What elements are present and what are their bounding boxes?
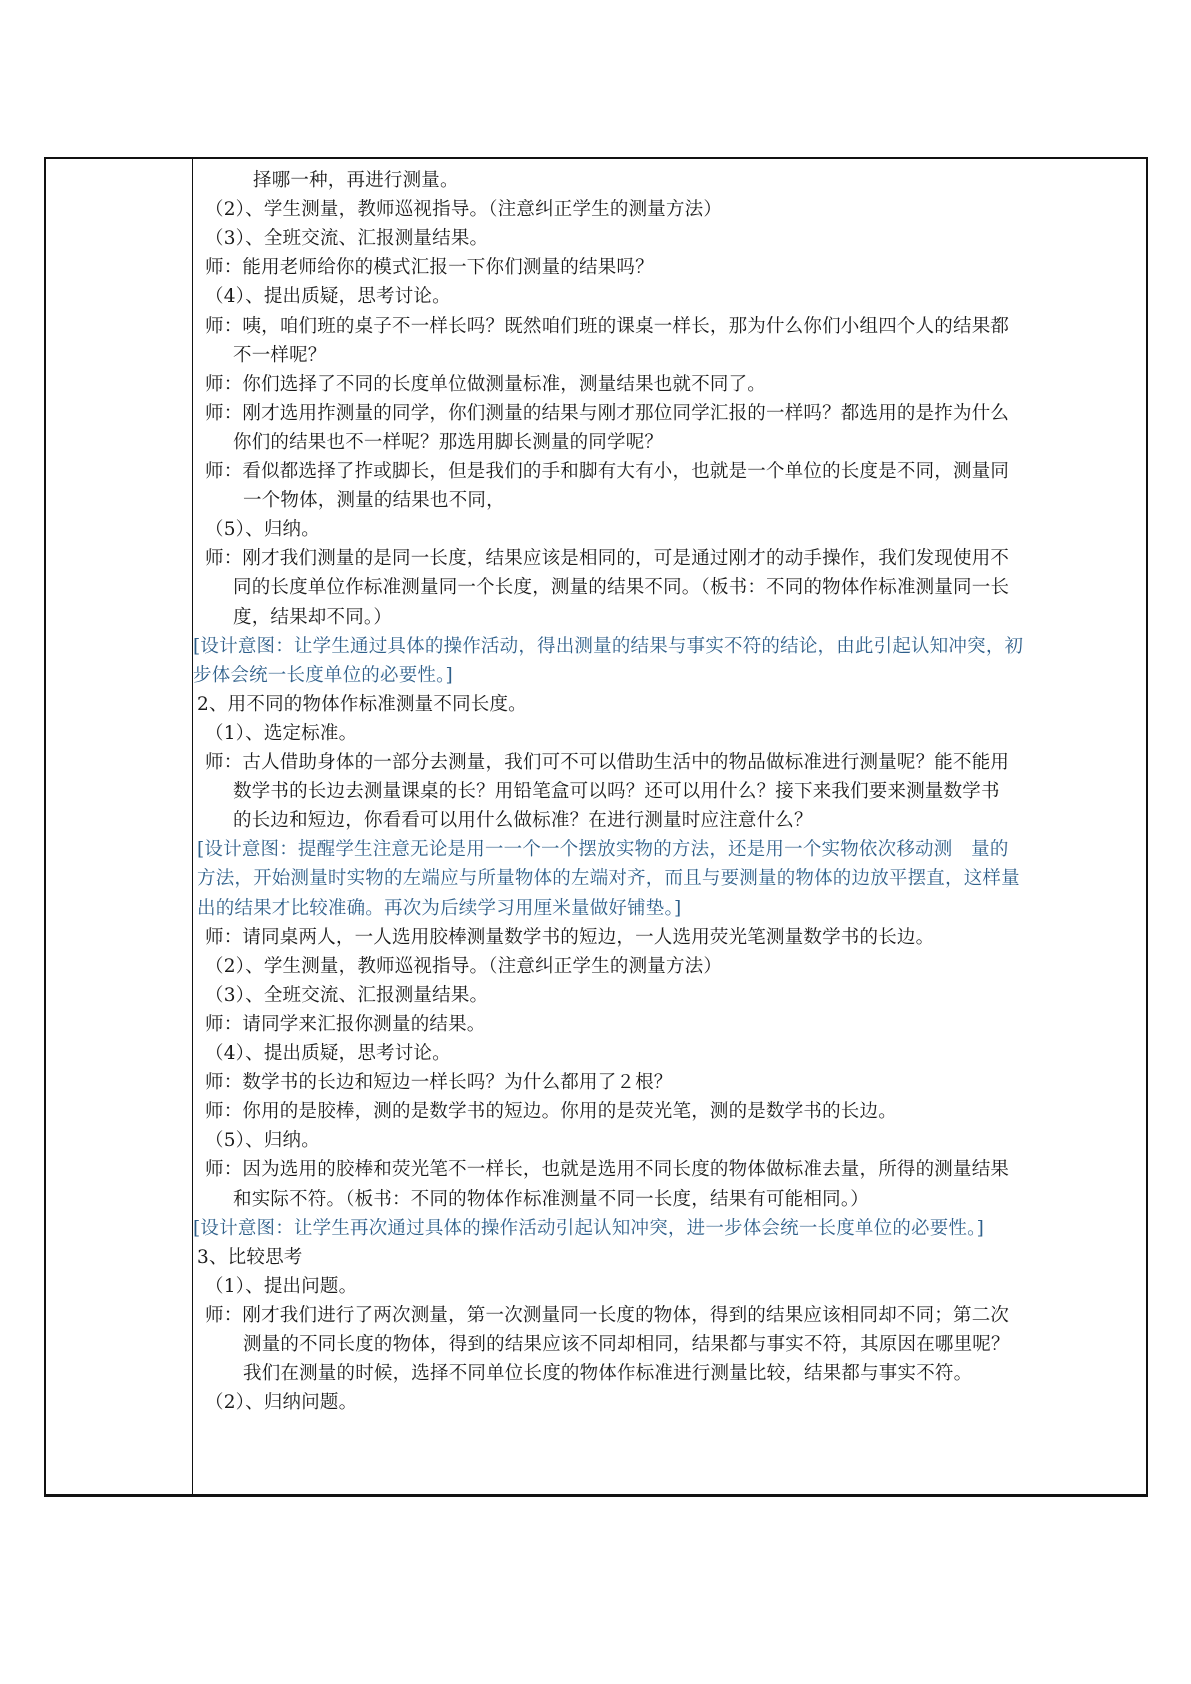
- text-line: 和实际不符。（板书：不同的物体作标准测量不同一长度，结果有可能相同。）: [233, 1189, 870, 1210]
- text-line: 师：刚才我们进行了两次测量，第一次测量同一长度的物体，得到的结果应该相同却不同；第二次: [205, 1305, 1010, 1326]
- text-line: 师：数学书的长边和短边一样长吗？为什么都用了２根？: [205, 1072, 673, 1093]
- text-line: 师：咦，咱们班的桌子不一样长吗？既然咱们班的课桌一样长，那为什么你们小组四个人的结果都: [205, 316, 1010, 337]
- design-intent-line: [设计意图：让学生再次通过具体的操作活动引起认知冲突，进一步体会统一长度单位的必要性。]: [193, 1218, 984, 1239]
- text-line: 师：你用的是胶棒，测的是数学书的短边。你用的是荧光笔，测的是数学书的长边。: [205, 1101, 897, 1122]
- text-line: 师：你们选择了不同的长度单位做测量标准，测量结果也就不同了。: [205, 374, 767, 395]
- design-intent-line: [设计意图：提醒学生注意无论是用一一个一个摆放实物的方法，还是用一个实物依次移动测 量的: [197, 839, 1009, 860]
- text-line: 师：古人借助身体的一部分去测量，我们可不可以借助生活中的物品做标准进行测量呢？能不能用: [205, 752, 1010, 773]
- text-line: 师：能用老师给你的模式汇报一下你们测量的结果吗？: [205, 257, 654, 278]
- design-intent-line: 步体会统一长度单位的必要性。]: [193, 665, 453, 686]
- text-line: 师：请同桌两人，一人选用胶棒测量数学书的短边，一人选用荧光笔测量数学书的长边。: [205, 927, 935, 948]
- text-line: （5）、归纳。: [205, 1130, 320, 1151]
- text-line: 一个物体，测量的结果也不同，: [243, 490, 505, 511]
- text-line: （4）、提出质疑，思考讨论。: [205, 1043, 451, 1064]
- left-column-cell: [46, 159, 193, 1494]
- text-line: （5）、归纳。: [205, 519, 320, 540]
- text-line: 你们的结果也不一样呢？那选用脚长测量的同学呢？: [233, 432, 664, 453]
- design-intent-line: 方法，开始测量时实物的左端应与所量物体的左端对齐，而且与要测量的物体的边放平摆直，这样量: [197, 868, 1020, 889]
- text-line: 不一样呢？: [233, 345, 327, 366]
- text-line: （2）、学生测量，教师巡视指导。（注意纠正学生的测量方法）: [205, 956, 723, 977]
- text-line: （4）、提出质疑，思考讨论。: [205, 286, 451, 307]
- text-line: 我们在测量的时候，选择不同单位长度的物体作标准进行测量比较，结果都与事实不符。: [243, 1363, 973, 1384]
- text-line: （3）、全班交流、汇报测量结果。: [205, 228, 489, 249]
- text-line: 2、用不同的物体作标准测量不同长度。: [197, 694, 527, 715]
- text-line: 师：看似都选择了拃或脚长，但是我们的手和脚有大有小，也就是一个单位的长度是不同，测量同: [205, 461, 1010, 482]
- design-intent-line: [设计意图：让学生通过具体的操作活动，得出测量的结果与事实不符的结论，由此引起认知冲突，初: [193, 636, 1024, 657]
- text-line: 度，结果却不同。）: [233, 607, 393, 628]
- text-line: （1）、选定标准。: [205, 723, 358, 744]
- text-line: 择哪一种，再进行测量。: [253, 170, 459, 191]
- text-line: 同的长度单位作标准测量同一个长度，测量的结果不同。（板书：不同的物体作标准测量同一长: [233, 577, 1010, 598]
- text-line: （2）、学生测量，教师巡视指导。（注意纠正学生的测量方法）: [205, 199, 723, 220]
- text-line: 师：刚才选用拃测量的同学，你们测量的结果与刚才那位同学汇报的一样吗？都选用的是拃为什么: [205, 403, 1010, 424]
- design-intent-line: 出的结果才比较准确。再次为后续学习用厘米量做好铺垫。]: [197, 898, 682, 919]
- text-line: 数学书的长边去测量课桌的长？用铅笔盒可以吗？还可以用什么？接下来我们要来测量数学书: [233, 781, 1000, 802]
- text-line: （1）、提出问题。: [205, 1276, 358, 1297]
- text-line: 的长边和短边，你看看可以用什么做标准？在进行测量时应注意什么？: [233, 810, 813, 831]
- right-column-cell: [193, 159, 1146, 1494]
- lesson-table: [44, 157, 1148, 1497]
- text-line: 师：因为选用的胶棒和荧光笔不一样长，也就是选用不同长度的物体做标准去量，所得的测量结果: [205, 1159, 1010, 1180]
- text-line: （3）、全班交流、汇报测量结果。: [205, 985, 489, 1006]
- text-line: 师：请同学来汇报你测量的结果。: [205, 1014, 486, 1035]
- text-line: （2）、归纳问题。: [205, 1392, 358, 1413]
- text-line: 师：刚才我们测量的是同一长度，结果应该是相同的，可是通过刚才的动手操作，我们发现使用不: [205, 548, 1010, 569]
- text-line: 测量的不同长度的物体，得到的结果应该不同却相同，结果都与事实不符，其原因在哪里呢？: [243, 1334, 1010, 1355]
- text-line: 3、比较思考: [197, 1247, 303, 1268]
